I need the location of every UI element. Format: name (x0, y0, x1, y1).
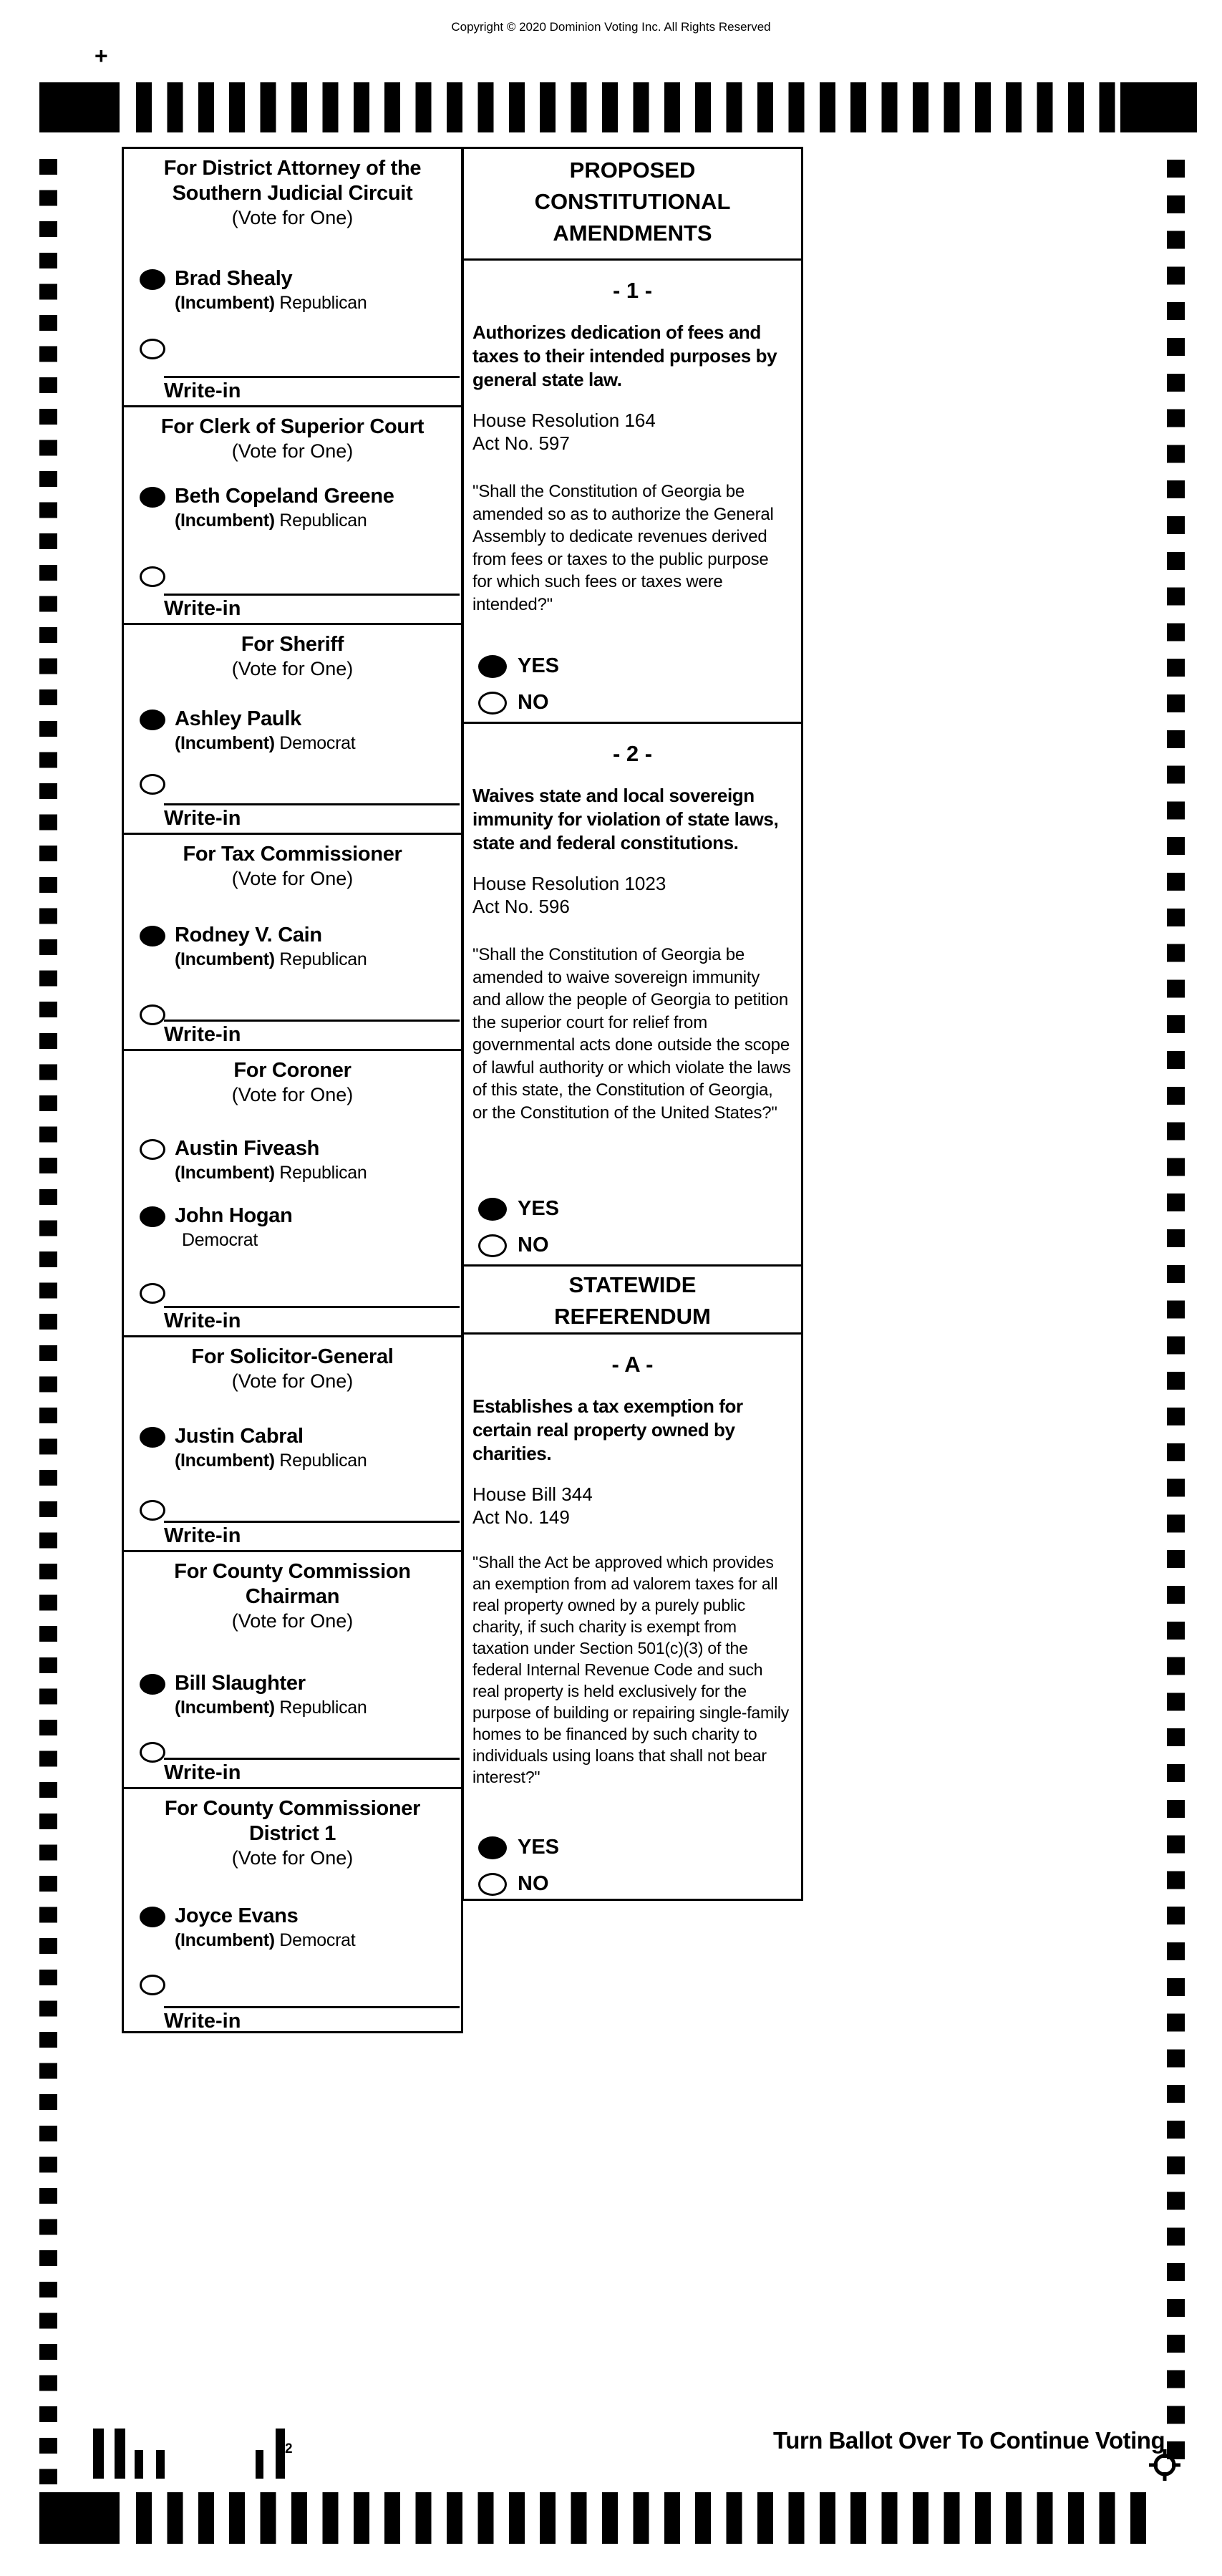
ballot-id-bar (135, 2450, 143, 2479)
candidate-party: Democrat (182, 1230, 258, 1250)
contest-title: For Coroner (233, 1059, 351, 1082)
candidate-bubble[interactable] (140, 1907, 165, 1927)
no-label: NO (518, 1872, 549, 1895)
write-in-label: Write-in (164, 597, 241, 620)
measure-citations: House Resolution 1023 Act No. 596 (472, 873, 666, 917)
candidate-name: Joyce Evans (175, 1904, 299, 1927)
write-in-area (164, 376, 460, 403)
contest-title: For County Commission Chairman (174, 1560, 411, 1608)
candidate-option (140, 1904, 461, 1951)
candidate-option (140, 485, 461, 531)
measure-amendment-2 (464, 722, 801, 1264)
contest-title: For Tax Commissioner (183, 843, 402, 866)
measure-number: - 1 - (612, 278, 653, 303)
yes-option (478, 1836, 559, 1859)
contest-clerk-superior-court (124, 405, 461, 623)
candidate-option (140, 1672, 461, 1718)
write-in-area (164, 1758, 460, 1785)
measure-citations: House Bill 344 Act No. 149 (472, 1483, 593, 1528)
measure-choices (478, 641, 559, 715)
candidate-party: (Incumbent) Republican (175, 949, 367, 969)
vote-for-one: (Vote for One) (231, 1084, 354, 1105)
no-option (478, 691, 559, 715)
referendum-header (464, 1264, 801, 1332)
contest-tax-commissioner (124, 833, 461, 1049)
candidate-party: (Incumbent) Democrat (175, 1930, 356, 1950)
yes-bubble[interactable] (478, 655, 507, 678)
contest-sheriff (124, 623, 461, 833)
candidate-option (140, 707, 461, 754)
write-in-bubble[interactable] (140, 1283, 165, 1304)
amendments-header (464, 149, 801, 258)
contest-title: For Clerk of Superior Court (160, 415, 425, 438)
candidate-bubble[interactable] (140, 1139, 165, 1160)
candidate-name: Ashley Paulk (175, 707, 301, 730)
measure-number: - 2 - (612, 741, 653, 766)
vote-for-one: (Vote for One) (231, 1847, 354, 1869)
registration-target-icon (1148, 2449, 1181, 2481)
candidate-name: Justin Cabral (175, 1425, 304, 1448)
write-in-bubble[interactable] (140, 1975, 165, 1995)
vote-for-one: (Vote for One) (231, 1370, 354, 1392)
edge-timing-marks-right (1167, 160, 1185, 2477)
measure-summary: Establishes a tax exemption for certain real property owned by charities. (472, 1395, 743, 1464)
candidate-party: (Incumbent) Republican (175, 510, 367, 531)
measure-citations: House Resolution 164 Act No. 597 (472, 410, 656, 454)
candidate-name: Beth Copeland Greene (175, 485, 394, 508)
candidate-option (140, 267, 461, 314)
contest-county-commission-chairman (124, 1550, 461, 1787)
write-in-bubble[interactable] (140, 566, 165, 587)
candidate-bubble[interactable] (140, 710, 165, 730)
vote-for-one: (Vote for One) (231, 658, 354, 679)
no-label: NO (518, 691, 549, 714)
measure-number: - A - (611, 1352, 654, 1377)
candidate-option (140, 1204, 461, 1251)
registration-plus-icon: + (94, 43, 108, 69)
write-in-bubble[interactable] (140, 774, 165, 795)
write-in-area (164, 803, 460, 831)
ballot-id-bar (256, 2450, 263, 2479)
timing-bars (136, 2492, 1146, 2544)
contest-solicitor-general (124, 1335, 461, 1550)
contest-title: For District Attorney of the Southern Judicial Circuit (163, 157, 422, 205)
candidate-party: (Incumbent) Democrat (175, 733, 356, 753)
write-in-option (140, 1281, 461, 1304)
candidate-bubble[interactable] (140, 1674, 165, 1695)
timing-block (39, 82, 120, 132)
edge-timing-marks-left (39, 159, 57, 2484)
no-option (478, 1872, 559, 1896)
no-bubble[interactable] (478, 1234, 507, 1257)
candidate-option (140, 1137, 461, 1183)
write-in-bubble[interactable] (140, 1742, 165, 1763)
write-in-option (140, 1972, 461, 1995)
candidate-bubble[interactable] (140, 487, 165, 508)
yes-label: YES (518, 1836, 560, 1859)
no-label: NO (518, 1234, 549, 1256)
measure-amendment-1 (464, 258, 801, 722)
measure-question: "Shall the Constitution of Georgia be amended so as to authorize the General Assembly to dedicate revenues derived from fees or taxes to the public purpose for which such fees or taxes were intended?" (472, 482, 774, 614)
timing-bars (136, 82, 1117, 132)
candidate-name: Brad Shealy (175, 267, 293, 290)
contest-coroner (124, 1049, 461, 1335)
yes-bubble[interactable] (478, 1836, 507, 1859)
write-in-label: Write-in (164, 807, 241, 830)
write-in-label: Write-in (164, 379, 241, 402)
write-in-option (140, 564, 461, 587)
write-in-label: Write-in (164, 1524, 241, 1547)
candidate-name: John Hogan (175, 1204, 293, 1227)
candidate-bubble[interactable] (140, 1427, 165, 1448)
vote-for-one: (Vote for One) (231, 207, 354, 228)
write-in-bubble[interactable] (140, 1500, 165, 1521)
ballot-id-bar (156, 2450, 165, 2479)
vote-for-one: (Vote for One) (231, 1610, 354, 1632)
write-in-area (164, 1020, 460, 1047)
candidate-name: Bill Slaughter (175, 1672, 306, 1695)
measure-choices (478, 1184, 559, 1257)
section-header: STATEWIDE REFERENDUM (554, 1272, 711, 1329)
candidate-option (140, 1425, 461, 1471)
candidate-bubble[interactable] (140, 926, 165, 946)
write-in-option (140, 336, 461, 359)
write-in-area (164, 1521, 460, 1548)
ballot-id-bar (115, 2429, 125, 2479)
sequence-glyph: 2 (285, 2441, 293, 2456)
candidate-party: (Incumbent) Republican (175, 1451, 367, 1471)
candidate-name: Austin Fiveash (175, 1137, 320, 1160)
write-in-bubble[interactable] (140, 1004, 165, 1025)
measure-summary: Waives state and local sovereign immunity for violation of state laws, state and federal constitutions. (472, 785, 779, 853)
write-in-label: Write-in (164, 1309, 241, 1332)
ballot-id-bar (93, 2429, 104, 2479)
write-in-option (140, 1498, 461, 1521)
candidate-party: (Incumbent) Republican (175, 293, 367, 313)
yes-option (478, 654, 559, 678)
write-in-label: Write-in (164, 2010, 241, 2033)
measure-question: "Shall the Act be approved which provides an exemption from ad valorem taxes for all real property owned by a purely public charity, if such charity is exempt from taxation under Section 501(c)(3) of the federal Internal Revenue Code and such real property is held exclusively for the purpose of building or repairing single-family homes to be financed by such charity to individuals using loans that shall not bear interest?" (472, 1553, 790, 1786)
candidate-bubble[interactable] (140, 1206, 165, 1227)
yes-label: YES (518, 654, 560, 677)
write-in-area (164, 2006, 460, 2033)
write-in-bubble[interactable] (140, 339, 165, 359)
turn-ballot-over-notice: Turn Ballot Over To Continue Voting (773, 2427, 1165, 2454)
measure-summary: Authorizes dedication of fees and taxes to their intended purposes by general state law. (472, 321, 777, 390)
candidate-bubble[interactable] (140, 269, 165, 290)
measure-choices (478, 1823, 559, 1896)
section-header: PROPOSED CONSTITUTIONAL AMENDMENTS (534, 158, 731, 246)
no-option (478, 1234, 559, 1257)
write-in-label: Write-in (164, 1023, 241, 1046)
timing-block (1120, 82, 1197, 132)
timing-block (39, 2492, 120, 2544)
vote-for-one: (Vote for One) (231, 868, 354, 889)
write-in-label: Write-in (164, 1761, 241, 1784)
copyright-line: Copyright © 2020 Dominion Voting Inc. All Rights Reserved (451, 20, 771, 34)
candidate-option (140, 924, 461, 970)
yes-option (478, 1197, 559, 1221)
measure-referendum-a (464, 1332, 801, 1903)
candidate-party: (Incumbent) Republican (175, 1698, 367, 1718)
contests-column (122, 147, 463, 2033)
no-bubble[interactable] (478, 692, 507, 715)
contest-title: For Sheriff (241, 633, 344, 656)
contest-county-commissioner-district-1 (124, 1787, 461, 2035)
no-bubble[interactable] (478, 1873, 507, 1896)
yes-bubble[interactable] (478, 1198, 507, 1221)
write-in-area (164, 1306, 460, 1333)
yes-label: YES (518, 1197, 560, 1220)
contest-district-attorney (124, 149, 461, 405)
contest-title: For Solicitor-General (191, 1345, 394, 1368)
measures-column (462, 147, 803, 1901)
ballot-id-bar (276, 2429, 285, 2479)
measure-question: "Shall the Constitution of Georgia be amended to waive sovereign immunity and allow the people of Georgia to petition the superior court for relief from governmental acts done outside the scope of lawful authority or which violate the laws of this state, the Constitution of Georgia, or the Constitution of the United States?" (472, 945, 791, 1123)
contest-title: For County Commissioner District 1 (164, 1797, 421, 1845)
candidate-party: (Incumbent) Republican (175, 1163, 367, 1183)
vote-for-one: (Vote for One) (231, 440, 354, 462)
write-in-area (164, 594, 460, 621)
write-in-option (140, 772, 461, 795)
candidate-name: Rodney V. Cain (175, 924, 322, 946)
